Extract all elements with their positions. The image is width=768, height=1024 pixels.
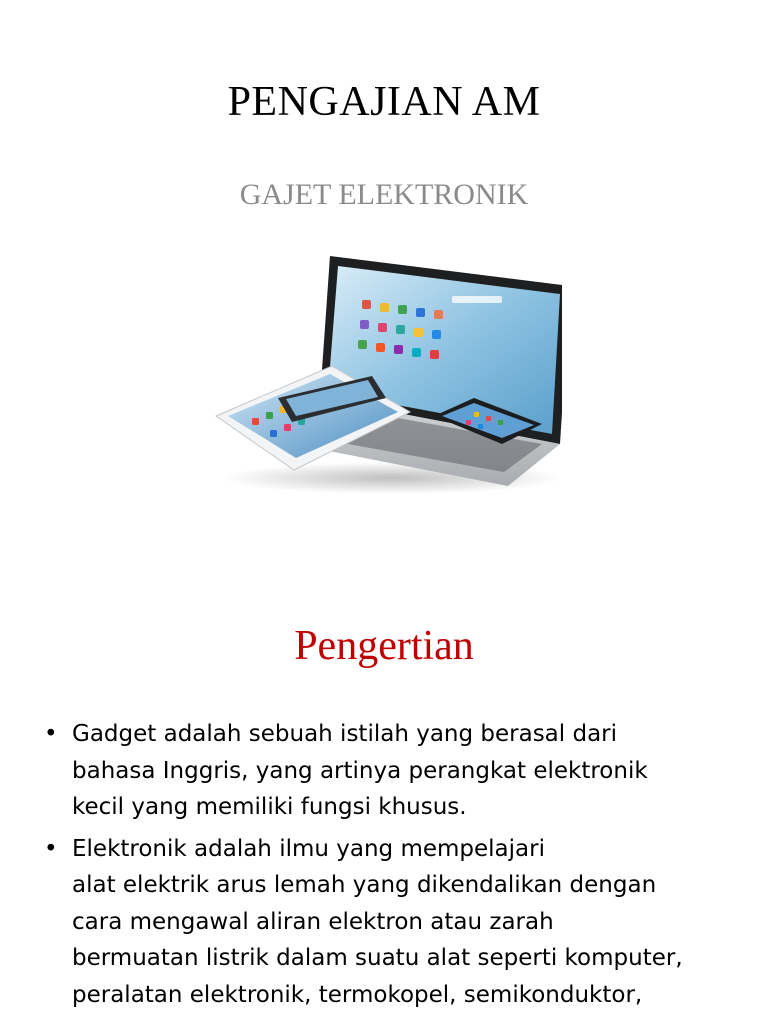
content-slide — [0, 580, 768, 1024]
bullet-line: bermuatan listrik dalam suatu alat seperti komputer, — [72, 945, 683, 971]
bullet-list — [44, 716, 744, 1018]
slide-title: PENGAJIAN AM — [227, 79, 541, 125]
bullet-icon: • — [44, 835, 58, 862]
bullet-line: Elektronik adalah ilmu yang mempelajari — [72, 835, 545, 862]
bullet-icon: • — [44, 721, 58, 747]
bullet-line: bahasa Inggris, yang artinya perangkat elektronik — [72, 757, 648, 784]
bullet-item — [44, 831, 744, 1014]
slide-subtitle: GAJET ELEKTRONIK — [239, 178, 529, 211]
bullet-line: kecil yang memiliki fungsi khusus. — [72, 794, 467, 820]
devices-image — [212, 248, 562, 498]
bullet-line: peralatan elektronik, termokopel, semikonduktor, — [72, 981, 643, 1008]
bullet-line: cara mengawal aliran elektron atau zarah — [72, 908, 554, 935]
bullet-item — [44, 716, 744, 826]
bullet-line: alat elektrik arus lemah yang dikendalikan dengan — [72, 872, 657, 898]
section-heading: Pengertian — [294, 623, 474, 669]
bullet-line: Gadget adalah sebuah istilah yang berasal dari — [72, 721, 618, 747]
